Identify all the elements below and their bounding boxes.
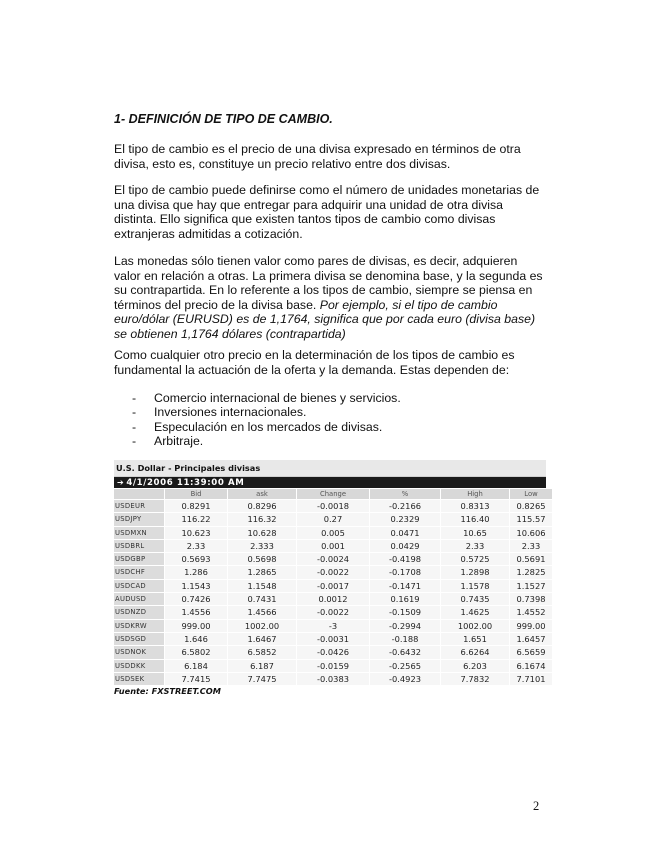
cell-low: 115.57 <box>510 513 552 525</box>
cell-change: -0.0031 <box>297 633 369 645</box>
cell-percent: -0.4198 <box>370 553 440 565</box>
cell-percent: -0.1471 <box>370 580 440 592</box>
cell-high: 10.65 <box>441 527 509 539</box>
cell-symbol: USDCAD <box>114 580 164 592</box>
cell-bid: 999.00 <box>165 620 227 632</box>
fx-rates-body <box>114 500 552 685</box>
cell-symbol: USDSEK <box>114 673 164 685</box>
paragraph-currency-pairs <box>114 254 546 342</box>
cell-symbol: USDNOK <box>114 646 164 658</box>
paragraph-supply-demand: Como cualquier otro precio en la determinación de los tipos de cambio es fundamental la actuación de la oferta y la demanda. Estas dependen de: <box>114 348 515 377</box>
fx-source: Fuente: FXSTREET.COM <box>114 686 221 697</box>
cell-low: 1.1527 <box>510 580 552 592</box>
cell-bid: 6.5802 <box>165 646 227 658</box>
cell-ask: 0.5698 <box>228 553 296 565</box>
cell-symbol: USDSGD <box>114 633 164 645</box>
cell-bid: 1.286 <box>165 566 227 578</box>
cell-percent: -0.2994 <box>370 620 440 632</box>
cell-low: 10.606 <box>510 527 552 539</box>
cell-ask: 7.7475 <box>228 673 296 685</box>
cell-low: 0.8265 <box>510 500 552 512</box>
column-header-percent: % <box>370 489 440 499</box>
table-row <box>114 527 552 539</box>
cell-high: 116.40 <box>441 513 509 525</box>
cell-high: 1002.00 <box>441 620 509 632</box>
fx-rates-table <box>113 488 553 686</box>
cell-bid: 7.7415 <box>165 673 227 685</box>
cell-high: 1.2898 <box>441 566 509 578</box>
fx-rates-widget <box>114 460 546 696</box>
table-row <box>114 553 552 565</box>
cell-percent: -0.4923 <box>370 673 440 685</box>
cell-symbol: USDEUR <box>114 500 164 512</box>
column-header-ask: ask <box>228 489 296 499</box>
cell-change: -0.0022 <box>297 566 369 578</box>
table-row <box>114 540 552 552</box>
arrow-right-icon: ➔ <box>117 478 125 487</box>
cell-low: 6.5659 <box>510 646 552 658</box>
table-row <box>114 580 552 592</box>
cell-change: -0.0022 <box>297 606 369 618</box>
cell-ask: 116.32 <box>228 513 296 525</box>
paragraph-example-italic: Por ejemplo, si el tipo de cambio euro/dólar (EURUSD) es de 1,1764, significa que por cada euro (divisa base) se obtienen 1,1764 dólares (contrapartida) <box>114 297 536 341</box>
cell-bid: 1.646 <box>165 633 227 645</box>
cell-ask: 1.6467 <box>228 633 296 645</box>
table-row <box>114 620 552 632</box>
fx-datetime-bar <box>114 477 546 488</box>
paragraph-units: El tipo de cambio puede definirse como el número de unidades monetarias de una divisa que hay que entregar para adquirir una unidad de otra divisa distinta. Ello significa que existen tantos tipos de cambio como divisas extranjeras admitidas a cotización. <box>114 183 540 241</box>
cell-low: 0.7398 <box>510 593 552 605</box>
fx-table-title: U.S. Dollar - Principales divisas <box>114 460 546 477</box>
cell-ask: 1.1548 <box>228 580 296 592</box>
page-number: 2 <box>533 799 540 813</box>
cell-percent: -0.1509 <box>370 606 440 618</box>
cell-change: -0.0017 <box>297 580 369 592</box>
cell-ask: 6.5852 <box>228 646 296 658</box>
list-item: - Especulación en los mercados de divisas. <box>132 420 401 434</box>
table-row <box>114 513 552 525</box>
cell-bid: 2.33 <box>165 540 227 552</box>
cell-ask: 0.8296 <box>228 500 296 512</box>
cell-ask: 0.7431 <box>228 593 296 605</box>
cell-symbol: USDNZD <box>114 606 164 618</box>
cell-ask: 10.628 <box>228 527 296 539</box>
cell-bid: 0.7426 <box>165 593 227 605</box>
table-row <box>114 660 552 672</box>
table-row <box>114 673 552 685</box>
column-header-high: High <box>441 489 509 499</box>
list-item: - Arbitraje. <box>132 434 401 448</box>
cell-high: 6.203 <box>441 660 509 672</box>
column-header-symbol <box>114 489 164 499</box>
section-heading: 1- DEFINICIÓN DE TIPO DE CAMBIO. <box>114 112 333 126</box>
cell-bid: 10.623 <box>165 527 227 539</box>
cell-high: 2.33 <box>441 540 509 552</box>
cell-change: 0.0012 <box>297 593 369 605</box>
cell-change: 0.005 <box>297 527 369 539</box>
cell-symbol: USDDKK <box>114 660 164 672</box>
list-item: - Comercio internacional de bienes y servicios. <box>132 391 401 405</box>
cell-low: 2.33 <box>510 540 552 552</box>
fx-datetime: 4/1/2006 11:39:00 AM <box>126 478 245 488</box>
cell-bid: 6.184 <box>165 660 227 672</box>
factor-list <box>132 391 401 448</box>
cell-change: 0.001 <box>297 540 369 552</box>
cell-high: 1.4625 <box>441 606 509 618</box>
cell-high: 0.5725 <box>441 553 509 565</box>
list-item: - Inversiones internacionales. <box>132 405 401 419</box>
cell-symbol: USDKRW <box>114 620 164 632</box>
cell-high: 1.1578 <box>441 580 509 592</box>
table-row <box>114 566 552 578</box>
table-row <box>114 606 552 618</box>
cell-change: -3 <box>297 620 369 632</box>
cell-ask: 1.4566 <box>228 606 296 618</box>
cell-symbol: USDCHF <box>114 566 164 578</box>
cell-low: 1.6457 <box>510 633 552 645</box>
cell-change: -0.0159 <box>297 660 369 672</box>
cell-symbol: USDBRL <box>114 540 164 552</box>
cell-symbol: USDGBP <box>114 553 164 565</box>
paragraph-currency-pairs-text: Las monedas sólo tienen valor como pares de divisas, es decir, adquieren valor en relación a otras. La primera divisa se denomina base, y la segunda es su contrapartida. En lo referente a los tipos de cambio, siempre se piensa en términos del precio de la divisa base. <box>114 254 543 312</box>
cell-low: 1.2825 <box>510 566 552 578</box>
cell-ask: 2.333 <box>228 540 296 552</box>
cell-symbol: AUDUSD <box>114 593 164 605</box>
cell-change: -0.0426 <box>297 646 369 658</box>
cell-ask: 1.2865 <box>228 566 296 578</box>
cell-change: -0.0024 <box>297 553 369 565</box>
column-header-bid: Bid <box>165 489 227 499</box>
cell-high: 6.6264 <box>441 646 509 658</box>
cell-percent: 0.0471 <box>370 527 440 539</box>
cell-low: 0.5691 <box>510 553 552 565</box>
cell-ask: 1002.00 <box>228 620 296 632</box>
cell-bid: 1.1543 <box>165 580 227 592</box>
cell-change: -0.0383 <box>297 673 369 685</box>
cell-high: 7.7832 <box>441 673 509 685</box>
column-header-change: Change <box>297 489 369 499</box>
cell-symbol: USDMXN <box>114 527 164 539</box>
cell-change: -0.0018 <box>297 500 369 512</box>
table-row <box>114 500 552 512</box>
cell-bid: 0.5693 <box>165 553 227 565</box>
cell-change: 0.27 <box>297 513 369 525</box>
cell-percent: -0.2166 <box>370 500 440 512</box>
table-row <box>114 633 552 645</box>
cell-symbol: USDJPY <box>114 513 164 525</box>
table-header-row <box>114 489 552 499</box>
cell-high: 1.651 <box>441 633 509 645</box>
cell-low: 6.1674 <box>510 660 552 672</box>
column-header-low: Low <box>510 489 552 499</box>
cell-low: 7.7101 <box>510 673 552 685</box>
cell-percent: -0.6432 <box>370 646 440 658</box>
cell-high: 0.8313 <box>441 500 509 512</box>
cell-percent: -0.2565 <box>370 660 440 672</box>
cell-percent: 0.2329 <box>370 513 440 525</box>
cell-bid: 116.22 <box>165 513 227 525</box>
cell-ask: 6.187 <box>228 660 296 672</box>
cell-percent: -0.1708 <box>370 566 440 578</box>
cell-low: 999.00 <box>510 620 552 632</box>
cell-percent: 0.1619 <box>370 593 440 605</box>
cell-bid: 0.8291 <box>165 500 227 512</box>
cell-low: 1.4552 <box>510 606 552 618</box>
cell-high: 0.7435 <box>441 593 509 605</box>
table-row <box>114 593 552 605</box>
cell-percent: 0.0429 <box>370 540 440 552</box>
table-row <box>114 646 552 658</box>
paragraph-definition: El tipo de cambio es el precio de una divisa expresado en términos de otra divisa, esto es, constituye un precio relativo entre dos divisas. <box>114 142 521 171</box>
cell-percent: -0.188 <box>370 633 440 645</box>
cell-bid: 1.4556 <box>165 606 227 618</box>
